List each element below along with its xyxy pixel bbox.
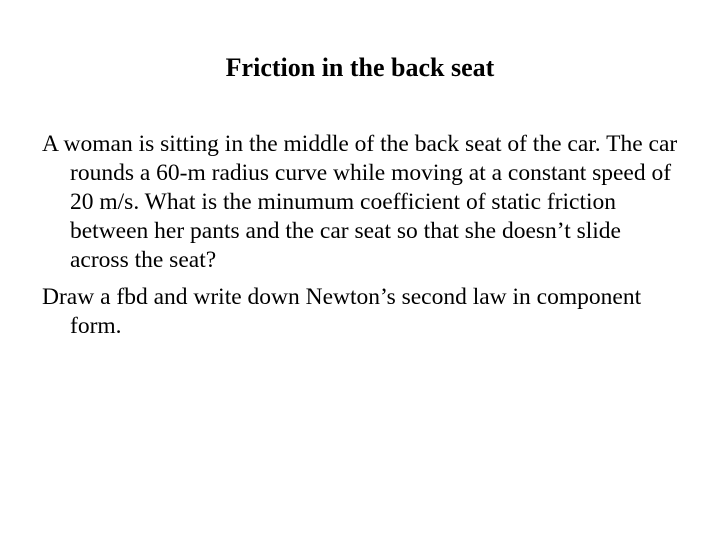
problem-statement: A woman is sitting in the middle of the back seat of the car. The car rounds a 60-m radius curve while moving at a constant speed of 20 m/s. What is the minumum coefficient of static friction between her pants and the car seat so that she doesn’t slide across the seat? xyxy=(42,131,678,273)
instruction-text: Draw a fbd and write down Newton’s second law in component form. xyxy=(42,284,642,339)
slide-body xyxy=(42,130,678,341)
slide-title: Friction in the back seat xyxy=(225,53,495,82)
